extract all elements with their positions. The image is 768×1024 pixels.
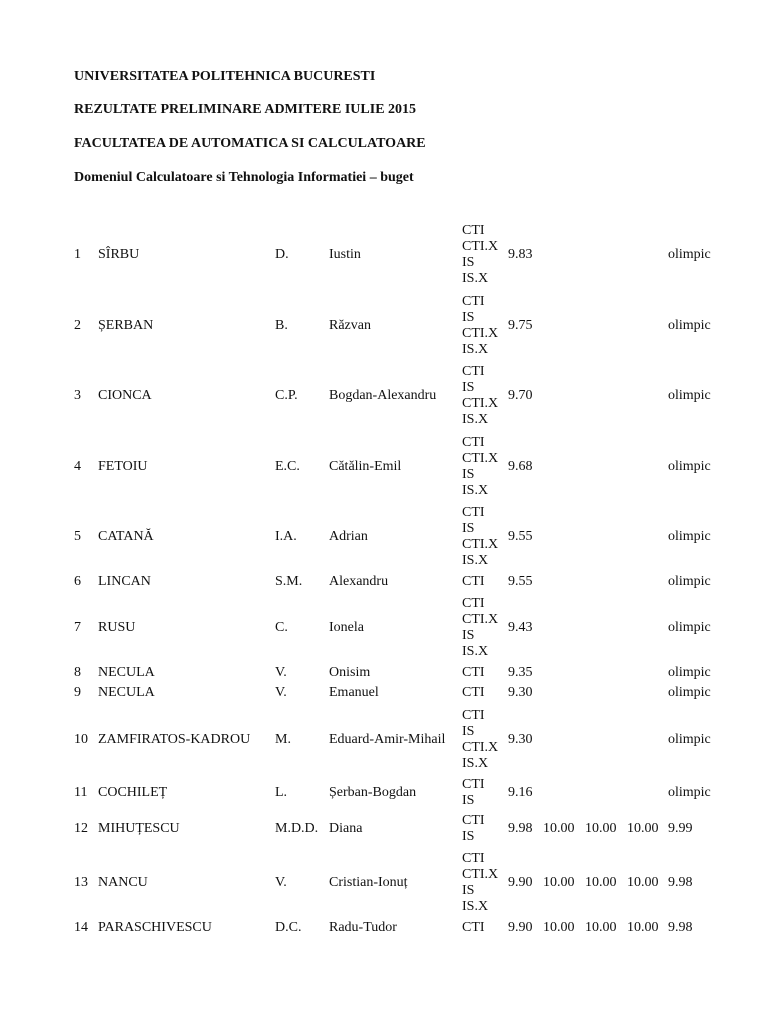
first-name: Diana [329, 821, 363, 836]
observation: olimpic [668, 685, 711, 700]
options-list [462, 708, 498, 772]
option-item: CTI.X [462, 239, 499, 254]
domain-heading: Domeniul Calculatoare si Tehnologia Informatiei – buget [74, 170, 414, 185]
results-title: REZULTATE PRELIMINARE ADMITERE IULIE 2015 [74, 102, 417, 117]
option-item: IS.X [462, 412, 489, 427]
options-list [462, 813, 485, 845]
option-item: IS.X [462, 756, 489, 771]
average-grade: 9.16 [508, 785, 533, 800]
row-number: 6 [74, 574, 81, 589]
option-item: IS [462, 380, 475, 395]
options-list [462, 920, 485, 936]
last-name: NECULA [98, 685, 155, 700]
grade-1: 10.00 [543, 875, 575, 890]
option-item: CTI.X [462, 740, 499, 755]
option-item: CTI [462, 920, 485, 935]
observation: olimpic [668, 574, 711, 589]
first-name: Onisim [329, 665, 371, 680]
average-grade: 9.90 [508, 875, 533, 890]
observation: olimpic [668, 665, 711, 680]
grade-2: 10.00 [585, 875, 617, 890]
row-number: 14 [74, 920, 88, 935]
grade-4: 9.99 [668, 821, 693, 836]
option-item: IS [462, 793, 475, 808]
option-item: CTI [462, 708, 485, 723]
last-name: PARASCHIVESCU [98, 920, 212, 935]
last-name: RUSU [98, 620, 136, 635]
row-number: 1 [74, 247, 81, 262]
option-item: CTI [462, 294, 485, 309]
option-item: IS.X [462, 271, 489, 286]
father-initial: L. [275, 785, 288, 800]
option-item: CTI [462, 665, 485, 680]
first-name: Cristian-Ionuț [329, 875, 408, 890]
option-item: IS.X [462, 644, 489, 659]
row-number: 13 [74, 875, 88, 890]
row-number: 12 [74, 821, 88, 836]
average-grade: 9.30 [508, 732, 533, 747]
average-grade: 9.55 [508, 574, 533, 589]
row-number: 7 [74, 620, 81, 635]
last-name: LINCAN [98, 574, 151, 589]
grade-1: 10.00 [543, 920, 575, 935]
observation: olimpic [668, 247, 711, 262]
average-grade: 9.68 [508, 459, 533, 474]
first-name: Adrian [329, 529, 368, 544]
option-item: IS.X [462, 899, 489, 914]
father-initial: C. [275, 620, 288, 635]
option-item: CTI [462, 813, 485, 828]
father-initial: C.P. [275, 388, 298, 403]
father-initial: M.D.D. [275, 821, 319, 836]
father-initial: V. [275, 665, 287, 680]
grade-4: 9.98 [668, 920, 693, 935]
last-name: FETOIU [98, 459, 148, 474]
grade-2: 10.00 [585, 821, 617, 836]
option-item: CTI.X [462, 326, 499, 341]
grade-3: 10.00 [627, 821, 659, 836]
options-list [462, 505, 498, 569]
observation: olimpic [668, 620, 711, 635]
options-list [462, 777, 485, 809]
option-item: IS.X [462, 553, 489, 568]
option-item: IS [462, 521, 475, 536]
options-list [462, 851, 498, 915]
father-initial: I.A. [275, 529, 297, 544]
first-name: Emanuel [329, 685, 379, 700]
grade-3: 10.00 [627, 875, 659, 890]
observation: olimpic [668, 459, 711, 474]
option-item: IS [462, 467, 475, 482]
observation: olimpic [668, 785, 711, 800]
option-item: CTI [462, 596, 485, 611]
observation: olimpic [668, 388, 711, 403]
option-item: IS.X [462, 483, 489, 498]
average-grade: 9.30 [508, 685, 533, 700]
option-item: CTI [462, 435, 485, 450]
option-item: CTI.X [462, 451, 499, 466]
row-number: 11 [74, 785, 88, 800]
average-grade: 9.35 [508, 665, 533, 680]
options-list [462, 364, 498, 428]
options-list [462, 596, 498, 660]
option-item: IS [462, 829, 475, 844]
faculty-heading: FACULTATEA DE AUTOMATICA SI CALCULATOARE [74, 136, 426, 151]
option-item: IS.X [462, 342, 489, 357]
options-list [462, 574, 485, 590]
last-name: CATANĂ [98, 529, 154, 544]
row-number: 2 [74, 318, 81, 333]
first-name: Eduard-Amir-Mihail [329, 732, 446, 747]
father-initial: M. [275, 732, 291, 747]
grade-4: 9.98 [668, 875, 693, 890]
option-item: IS [462, 628, 475, 643]
first-name: Șerban-Bogdan [329, 785, 417, 800]
average-grade: 9.70 [508, 388, 533, 403]
option-item: CTI.X [462, 537, 499, 552]
options-list [462, 685, 485, 701]
row-number: 5 [74, 529, 81, 544]
father-initial: V. [275, 875, 287, 890]
row-number: 10 [74, 732, 88, 747]
option-item: CTI [462, 685, 485, 700]
grade-1: 10.00 [543, 821, 575, 836]
last-name: NANCU [98, 875, 148, 890]
option-item: CTI [462, 777, 485, 792]
option-item: CTI [462, 364, 485, 379]
last-name: COCHILEȚ [98, 785, 168, 800]
father-initial: D. [275, 247, 289, 262]
average-grade: 9.55 [508, 529, 533, 544]
row-number: 8 [74, 665, 81, 680]
observation: olimpic [668, 318, 711, 333]
option-item: IS [462, 310, 475, 325]
option-item: CTI [462, 505, 485, 520]
options-list [462, 435, 498, 499]
grade-3: 10.00 [627, 920, 659, 935]
first-name: Bogdan-Alexandru [329, 388, 437, 403]
grade-2: 10.00 [585, 920, 617, 935]
option-item: CTI.X [462, 396, 499, 411]
average-grade: 9.83 [508, 247, 533, 262]
last-name: NECULA [98, 665, 155, 680]
father-initial: E.C. [275, 459, 300, 474]
last-name: ZAMFIRATOS-KADROU [98, 732, 251, 747]
observation: olimpic [668, 732, 711, 747]
row-number: 3 [74, 388, 81, 403]
observation: olimpic [668, 529, 711, 544]
average-grade: 9.90 [508, 920, 533, 935]
row-number: 4 [74, 459, 81, 474]
options-list [462, 665, 485, 681]
average-grade: 9.43 [508, 620, 533, 635]
option-item: CTI.X [462, 867, 499, 882]
average-grade: 9.98 [508, 821, 533, 836]
option-item: CTI [462, 223, 485, 238]
father-initial: B. [275, 318, 288, 333]
options-list [462, 294, 498, 358]
option-item: CTI [462, 851, 485, 866]
father-initial: V. [275, 685, 287, 700]
first-name: Iustin [329, 247, 361, 262]
first-name: Răzvan [329, 318, 371, 333]
option-item: CTI [462, 574, 485, 589]
option-item: IS [462, 883, 475, 898]
first-name: Ionela [329, 620, 364, 635]
university-heading: UNIVERSITATEA POLITEHNICA BUCURESTI [74, 69, 376, 84]
father-initial: D.C. [275, 920, 302, 935]
option-item: CTI.X [462, 612, 499, 627]
father-initial: S.M. [275, 574, 303, 589]
average-grade: 9.75 [508, 318, 533, 333]
row-number: 9 [74, 685, 81, 700]
first-name: Cătălin-Emil [329, 459, 402, 474]
last-name: CIONCA [98, 388, 152, 403]
last-name: SÎRBU [98, 247, 140, 262]
option-item: IS [462, 255, 475, 270]
last-name: MIHUȚESCU [98, 821, 180, 836]
option-item: IS [462, 724, 475, 739]
first-name: Radu-Tudor [329, 920, 397, 935]
options-list [462, 223, 498, 287]
first-name: Alexandru [329, 574, 389, 589]
last-name: ȘERBAN [98, 318, 154, 333]
